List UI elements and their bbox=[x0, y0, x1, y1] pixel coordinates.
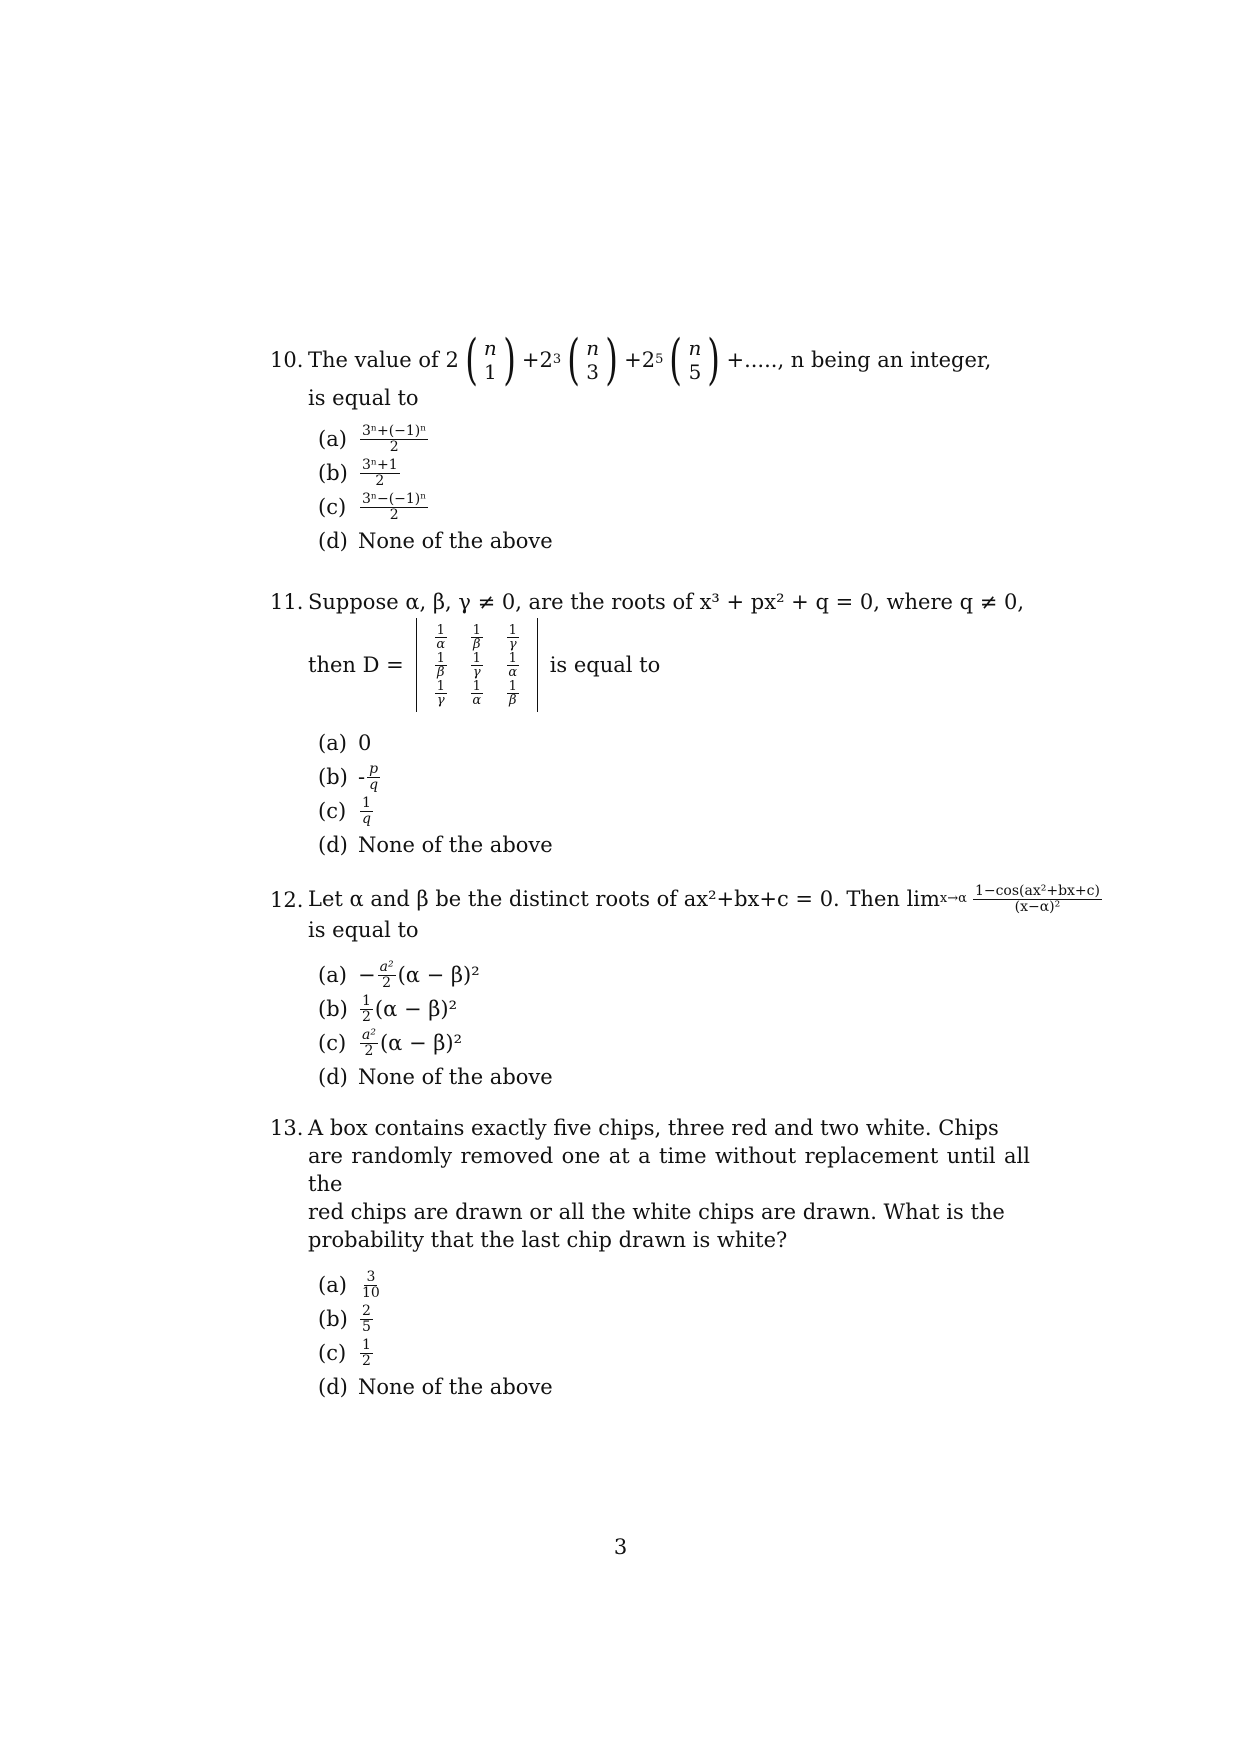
option-b: (b) $\frac{1}{2}$ (α − β)² bbox=[318, 992, 457, 1025]
page-number: 3 bbox=[613, 1535, 628, 1559]
question-line: probability that the last chip drawn is white? bbox=[308, 1228, 788, 1252]
binomial-n-5: ( n 5 ) bbox=[669, 328, 721, 391]
after-determinant: is equal to bbox=[549, 653, 661, 677]
option-a: (a) − $\frac{\text{a²}}{2}$ (α − β)² bbox=[318, 958, 480, 991]
option-d: (d) None of the above bbox=[318, 529, 553, 553]
option-c: (c) $\frac{1}{q}$ bbox=[318, 794, 371, 827]
option-b: (b) $\frac{\text{3ⁿ+1}}{2}$ bbox=[318, 456, 398, 489]
option-a: (a) $\frac{\text{3ⁿ+(−1)ⁿ}}{2}$ bbox=[318, 422, 427, 455]
question-intro: The value of bbox=[308, 348, 439, 372]
option-a: (a) $\frac{3}{10}$ bbox=[318, 1268, 380, 1301]
option-a: (a) 0 bbox=[318, 731, 372, 755]
binomial-n-1: ( n 1 ) bbox=[465, 328, 516, 391]
question-line2: is equal to bbox=[308, 918, 419, 942]
binomial-n-3: ( n 3 ) bbox=[567, 328, 618, 391]
option-c: (c) $\frac{\text{3ⁿ−(−1)ⁿ}}{2}$ bbox=[318, 490, 427, 523]
then-d: then D = bbox=[308, 653, 404, 677]
question-10: 10. The value of 2 ( n 1 ) +2 3 ( n 3 ) +2 5 ( n 5 ) +....., n being an integer, is equal to (a) $\frac{\text{3ⁿ+(−1)ⁿ}}{2}$ (b) $\frac{\text{3ⁿ+1}}{2}$ (c) $\frac{\text{3ⁿ−(−1)ⁿ}}{2}$ (d) None of the above bbox=[270, 338, 1030, 558]
option-b: (b) - $\frac{p}{q}$ bbox=[318, 760, 379, 793]
question-line: A box contains exactly five chips, three red and two white. Chips bbox=[308, 1116, 999, 1140]
question-number: 11. bbox=[270, 590, 304, 614]
question-line1: Suppose α, β, γ ≠ 0, are the roots of x³ + px² + q = 0, where q ≠ 0, bbox=[308, 590, 1025, 614]
option-c: (c) $\frac{1}{2}$ bbox=[318, 1336, 371, 1369]
option-d: (d) None of the above bbox=[318, 1375, 553, 1399]
determinant: $\frac{1}{\alpha}$ $\frac{1}{\beta}$ $\frac{1}{\gamma}$ $\frac{1}{\beta}$ $\frac{1}{\gamma}$ $\frac{1}{\alpha}$ $\frac{1}{\gamma}$ $\frac{1}{\alpha}$ $\frac{1}{\beta}$ bbox=[410, 618, 544, 712]
option-c: (c) $\frac{\text{a²}}{2}$ (α − β)² bbox=[318, 1026, 463, 1059]
option-d: (d) None of the above bbox=[318, 833, 553, 857]
question-line: red chips are drawn or all the white chips are drawn. What is the bbox=[308, 1200, 1005, 1224]
option-d: (d) None of the above bbox=[318, 1065, 553, 1089]
question-13 bbox=[270, 1114, 1030, 1404]
limit-fraction: $\frac{\text{1−cos(ax²+bx+c)}}{\text{(x−α)²}}$ bbox=[974, 882, 1100, 915]
question-number: 12. bbox=[270, 888, 304, 912]
question-number: 13. bbox=[270, 1116, 304, 1140]
question-12: 12. Let α and β be the distinct roots of ax²+bx+c = 0. Then lim x→α $\frac{\text{1−cos(ax²+bx+c)}}{\text{(x−α)²}}$ is equal to (a) − $\frac{\text{a²}}{2}$ (α − β)² (b) $\frac{1}{2}$ (α − β)² (c) $\frac{\text{a²}}{2}$ (α − β)² (d) None of the above bbox=[270, 882, 1070, 1094]
question-line: are randomly removed one at a time without replacement until all the bbox=[308, 1144, 1030, 1196]
question-number: 10. bbox=[270, 348, 304, 372]
question-line1: Let α and β be the distinct roots of ax²+bx+c = 0. Then lim bbox=[308, 887, 940, 911]
question-line2: is equal to bbox=[308, 386, 419, 410]
question-11 bbox=[270, 588, 1030, 862]
option-b: (b) $\frac{2}{5}$ bbox=[318, 1302, 371, 1335]
question-tail: +....., n being an integer, bbox=[726, 348, 992, 372]
